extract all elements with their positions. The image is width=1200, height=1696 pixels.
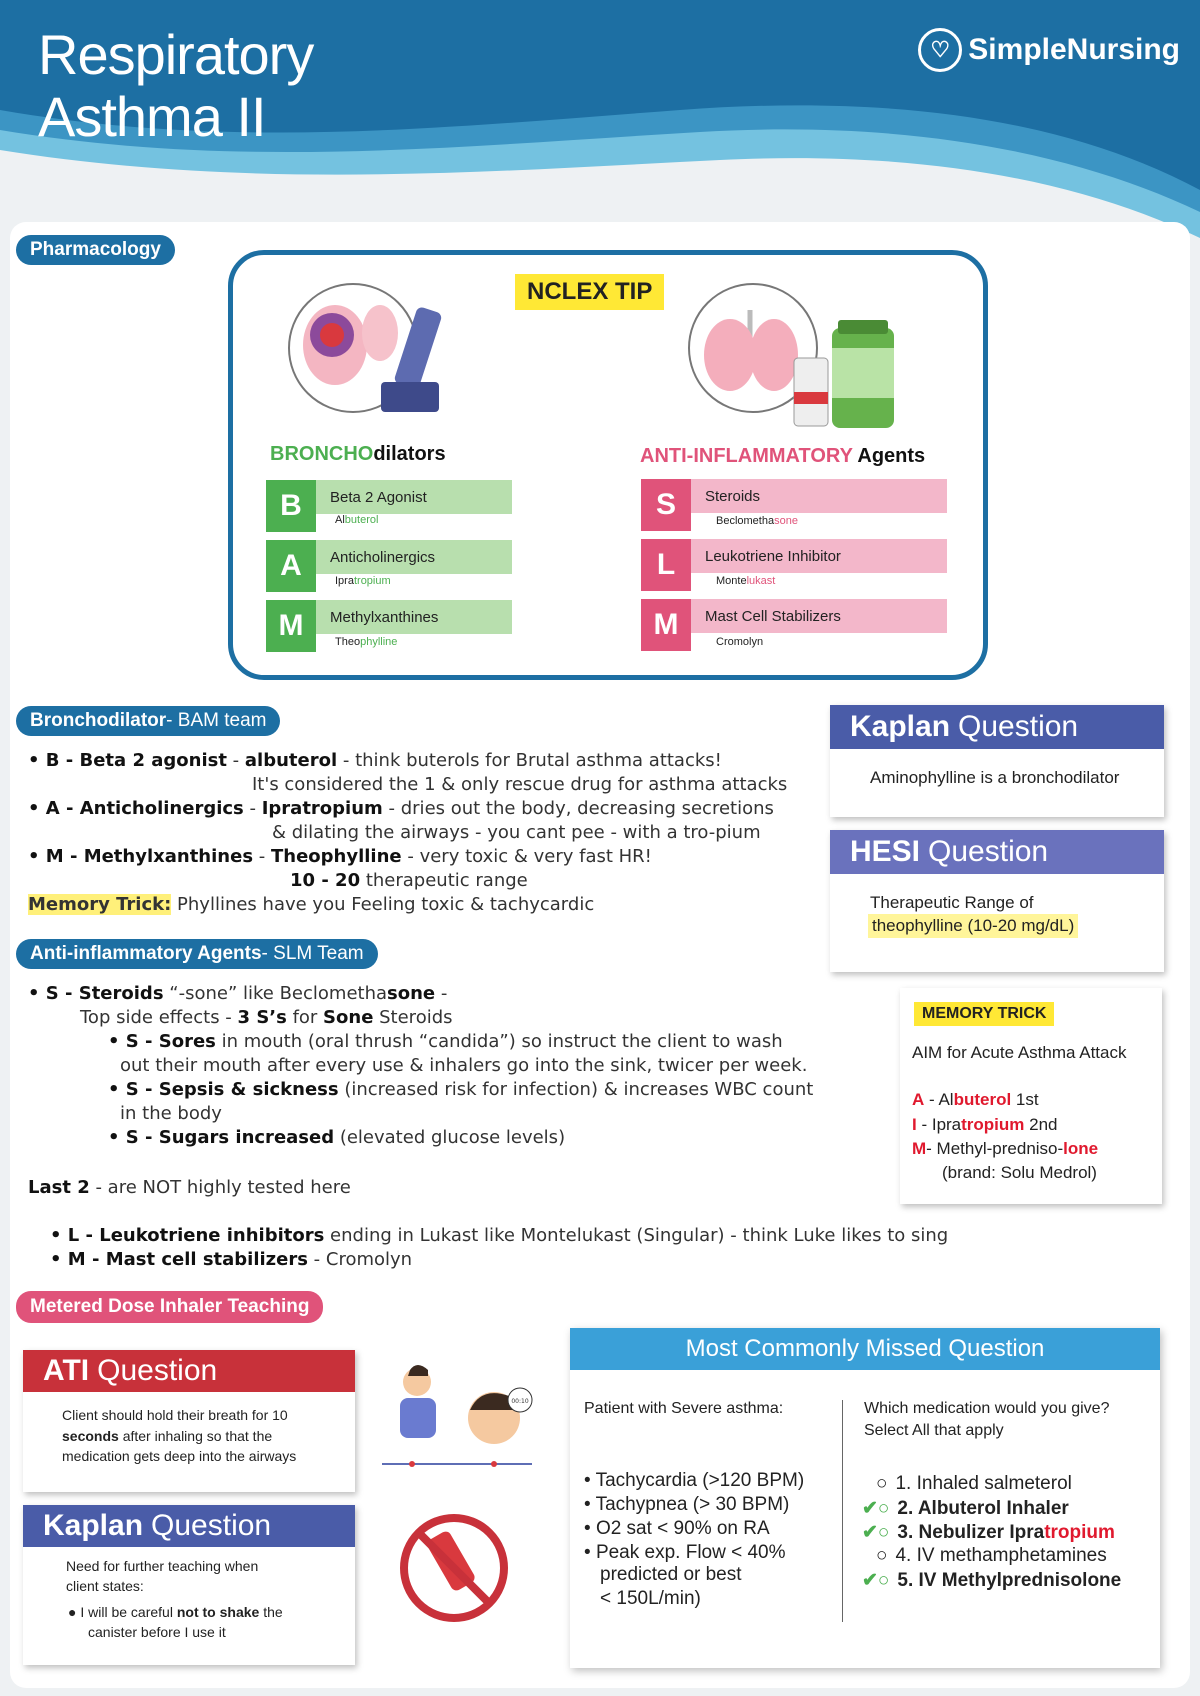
page-title-line1: Respiratory xyxy=(38,23,314,86)
slm-s-line: • S - Steroids “-sone” like Beclomethasone - xyxy=(28,983,448,1004)
slm-m-line: • M - Mast cell stabilizers - Cromolyn xyxy=(50,1249,413,1270)
symptom-item-cont: < 150L/min) xyxy=(600,1588,701,1609)
answer-option[interactable]: ✔○ 3. Nebulizer Ipratropium xyxy=(862,1522,1115,1543)
drug-cromolyn: Cromolyn xyxy=(716,636,764,648)
symptom-item: • Tachycardia (>120 BPM) xyxy=(584,1470,805,1491)
bam-a-line: • A - Anticholinergics - Ipratropium - dries out the body, decreasing secretions xyxy=(28,798,774,819)
drug-theophylline: Theophylline xyxy=(335,636,398,648)
slm-sores-line: • S - Sores in mouth (oral thrush “candida”) so instruct the client to wash xyxy=(108,1031,783,1052)
most-missed-header: Most Commonly Missed Question xyxy=(570,1328,1160,1370)
memory-trick-label: MEMORY TRICK xyxy=(914,1002,1054,1026)
answer-option[interactable]: ✔○ 2. Albuterol Inhaler xyxy=(862,1498,1069,1519)
section-anti-inflammatory: Anti-inflammatory Agents - SLM Team xyxy=(16,939,378,969)
ati-line2: seconds after inhaling so that the xyxy=(62,1428,273,1444)
mcm-right-title-2: Select All that apply xyxy=(864,1422,1004,1439)
bam-b-line2: It's considered the 1 & only rescue drug for asthma attacks xyxy=(252,774,788,795)
answer-option[interactable]: ✔○ 5. IV Methylprednisolone xyxy=(862,1570,1122,1591)
symptom-item-cont: predicted or best xyxy=(600,1564,742,1585)
symptom-item: • Tachypnea (> 30 BPM) xyxy=(584,1494,790,1515)
drug-albuterol: Albuterol xyxy=(335,514,379,526)
timer-label: 00:10 xyxy=(511,1398,529,1405)
brand-logo xyxy=(918,28,1180,72)
slm-sepsis-line: • S - Sepsis & sickness (increased risk for infection) & increases WBC count xyxy=(108,1079,814,1100)
aim-i-line: I - Ipratropium 2nd xyxy=(912,1115,1058,1134)
kaplan2-bullet-line2: canister before I use it xyxy=(88,1624,226,1640)
brand-name: SimpleNursing xyxy=(968,33,1180,66)
answer-option[interactable]: ○ 1. Inhaled salmeterol xyxy=(876,1473,1072,1494)
nclex-tip-label: NCLEX TIP xyxy=(515,274,664,310)
kaplan-question-text: Aminophylline is a bronchodilator xyxy=(870,768,1120,787)
slm-l-line: • L - Leukotriene inhibitors ending in Lukast like Montelukast (Singular) - think Luke likes to sing xyxy=(50,1225,949,1246)
bam-a-line2: & dilating the airways - you cant pee - with a tro-pium xyxy=(272,822,761,843)
slm-sugars-line: • S - Sugars increased (elevated glucose levels) xyxy=(108,1127,566,1148)
aim-brand-line: (brand: Solu Medrol) xyxy=(942,1163,1097,1182)
kaplan-question-header-2: Kaplan Question xyxy=(23,1505,355,1547)
hesi-question-line1: Therapeutic Range of xyxy=(870,893,1034,912)
memory-trick-line: Memory Trick: Phyllines have you Feeling toxic & tachycardic xyxy=(28,894,595,915)
mcm-left-title: Patient with Severe asthma: xyxy=(584,1400,784,1417)
page-title-line2: Asthma II xyxy=(38,85,266,148)
ati-line3: medication gets deep into the airways xyxy=(62,1448,297,1464)
symptom-item: • Peak exp. Flow < 40% xyxy=(584,1542,786,1563)
slm-row-s: S Steroids xyxy=(641,479,947,531)
slm-row-m: M Mast Cell Stabilizers xyxy=(641,599,947,651)
kaplan2-line1: Need for further teaching when xyxy=(66,1558,259,1574)
drug-montelukast: Montelukast xyxy=(716,575,776,587)
slm-row-l: L Leukotriene Inhibitor xyxy=(641,539,947,591)
bronchodilators-title: BRONCHOdilators xyxy=(270,443,446,465)
mcm-right-title-1: Which medication would you give? xyxy=(864,1400,1110,1417)
mcm-divider xyxy=(842,1400,843,1622)
bam-row-a: A Anticholinergics xyxy=(266,540,512,592)
bam-m-line: • M - Methylxanthines - Theophylline - very toxic & very fast HR! xyxy=(28,846,652,867)
ati-line1: Client should hold their breath for 10 xyxy=(62,1407,288,1423)
section-pharmacology: Pharmacology xyxy=(16,235,175,265)
ati-question-header: ATI Question xyxy=(23,1350,355,1392)
section-bronchodilator: Bronchodilator - BAM team xyxy=(16,706,280,736)
anti-inflammatory-title: ANTI-INFLAMMATORY Agents xyxy=(640,445,926,467)
bam-row-m: M Methylxanthines xyxy=(266,600,512,652)
inhaler-user-illustration xyxy=(382,1360,542,1475)
aim-m-line: M- Methyl-predniso-lone xyxy=(912,1139,1099,1158)
hesi-question-header: HESI Question xyxy=(830,830,1164,874)
bam-m-range: 10 - 20 therapeutic range xyxy=(290,870,528,891)
inhaler-icon xyxy=(375,300,470,430)
section-mdi-teaching: Metered Dose Inhaler Teaching xyxy=(16,1291,323,1323)
kaplan2-bullet: ● I will be careful not to shake the xyxy=(68,1604,283,1620)
hesi-question-line2: theophylline (10-20 mg/dL) xyxy=(868,914,1078,938)
bam-row-b: B Beta 2 Agonist xyxy=(266,480,512,532)
symptom-item: • O2 sat < 90% on RA xyxy=(584,1518,770,1539)
memory-trick-title: AIM for Acute Asthma Attack xyxy=(912,1043,1127,1062)
stethoscope-heart-icon: ♡ xyxy=(918,28,962,72)
aim-a-line: A - Albuterol 1st xyxy=(912,1090,1039,1109)
slm-s-line2: Top side effects - 3 S’s for Sone Steroids xyxy=(80,1007,453,1028)
kaplan-question-header: Kaplan Question xyxy=(830,705,1164,749)
drug-beclomethasone: Beclomethasone xyxy=(716,515,798,527)
last-2-line: Last 2 - are NOT highly tested here xyxy=(28,1177,351,1198)
medication-bottles-icon xyxy=(788,318,898,433)
bam-b-line: • B - Beta 2 agonist - albuterol - think buterols for Brutal asthma attacks! xyxy=(28,750,722,771)
answer-option[interactable]: ○ 4. IV methamphetamines xyxy=(876,1545,1107,1566)
slm-sores-line2: out their mouth after every use & inhalers go into the sink, twicer per week. xyxy=(120,1055,808,1076)
kaplan2-line2: client states: xyxy=(66,1578,144,1594)
slm-sepsis-line2: in the body xyxy=(120,1103,222,1124)
no-shake-canister-icon xyxy=(398,1512,510,1624)
drug-ipratropium: Ipratropium xyxy=(335,575,391,587)
